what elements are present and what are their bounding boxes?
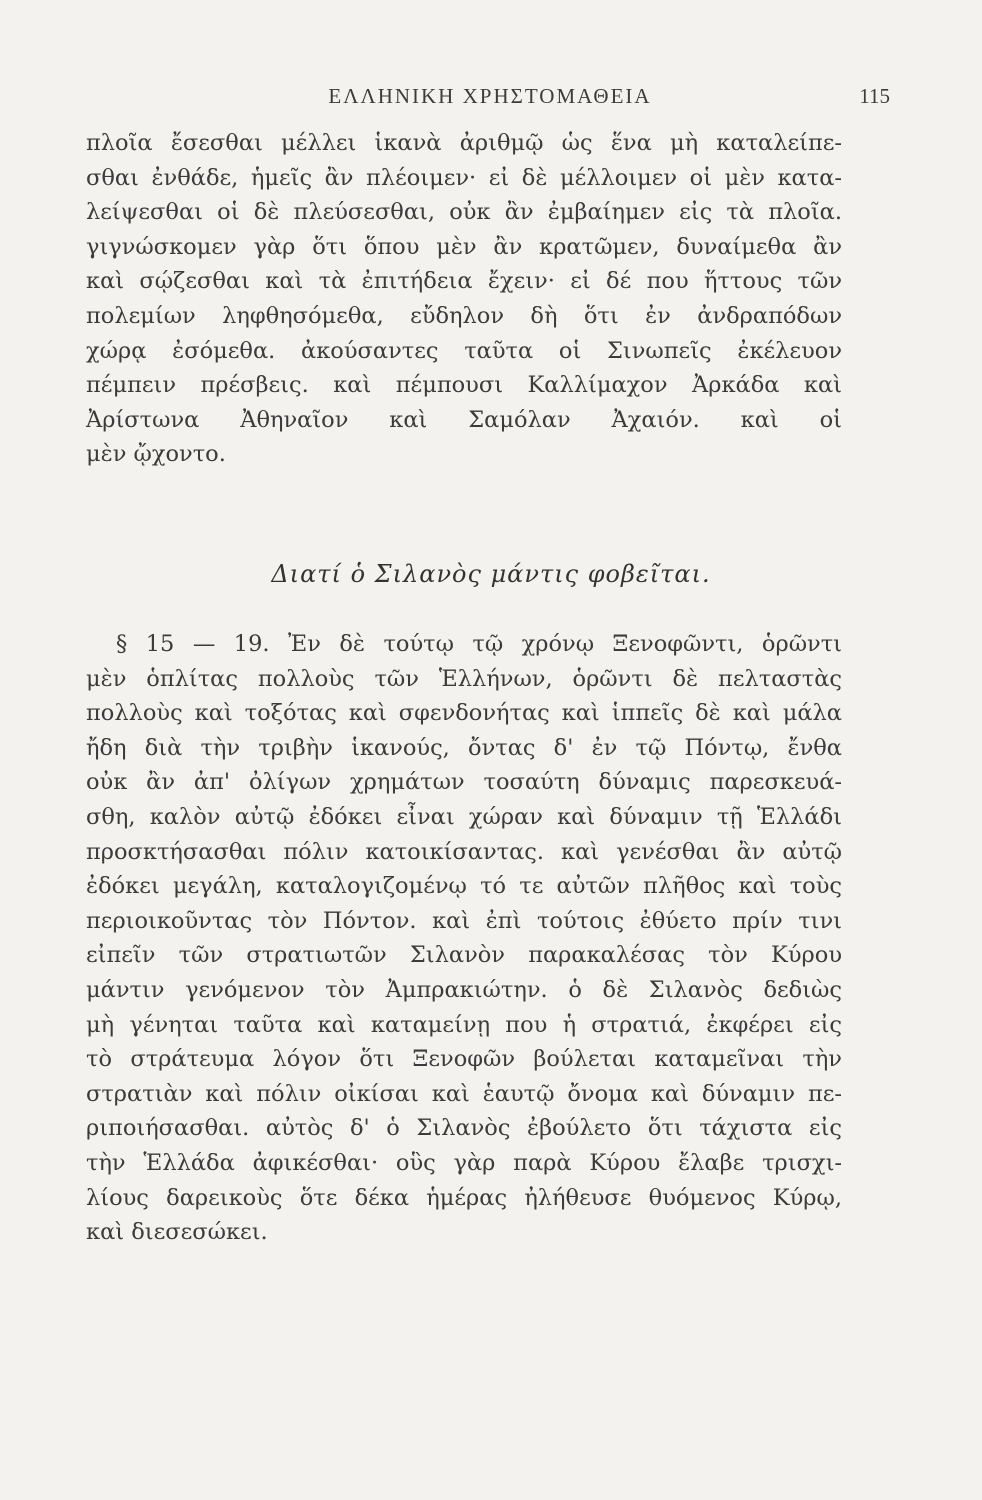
text-line: πολεμίων ληφθησόμεθα, εὔδηλον δὴ ὅτι ἐν ἀνδραπόδων bbox=[86, 302, 842, 329]
text-line: γιγνώσκομεν γὰρ ὅτι ὅπου μὲν ἂν κρατῶμεν, δυναίμεθα ἂν bbox=[86, 233, 842, 260]
text-line: πλοῖα ἔσεσθαι μέλλει ἱκανὰ ἀριθμῷ ὡς ἕνα μὴ καταλείπε- bbox=[86, 130, 842, 156]
text-line: Ἀρίστωνα Ἀθηναῖον καὶ Σαμόλαν Ἀχαιόν. καὶ οἱ bbox=[86, 406, 842, 433]
text-line: σθη, καλὸν αὐτῷ ἐδόκει εἶναι χώραν καὶ δύναμιν τῇ Ἑλλάδι bbox=[86, 803, 842, 830]
text-line: ἐδόκει μεγάλη, καταλογιζομένῳ τό τε αὐτῶν πλῆθος καὶ τοὺς bbox=[86, 873, 842, 900]
text-line: καὶ διεσεσώκει. bbox=[86, 1219, 268, 1246]
text-line: οὐκ ἂν ἀπ' ὀλίγων χρημάτων τοσαύτη δύναμις παρεσκευά- bbox=[86, 769, 842, 796]
text-line: περιοικοῦντας τὸν Πόντον. καὶ ἐπὶ τούτοις ἐθύετο πρίν τινι bbox=[86, 907, 842, 934]
text-line: μὲν ὁπλίτας πολλοὺς τῶν Ἑλλήνων, ὁρῶντι δὲ πελταστὰς bbox=[86, 665, 842, 692]
text-line: πέμπειν πρέσβεις. καὶ πέμπουσι Καλλίμαχον Ἀρκάδα καὶ bbox=[86, 372, 842, 399]
text-line: χώρᾳ ἐσόμεθα. ἀκούσαντες ταῦτα οἱ Σινωπεῖς ἐκέλευον bbox=[86, 337, 842, 364]
text-line: ριποιήσασθαι. αὐτὸς δ' ὁ Σιλανὸς ἐβούλετο ὅτι τάχιστα εἰς bbox=[86, 1115, 842, 1142]
page-number: 115 bbox=[859, 84, 890, 108]
running-head bbox=[90, 84, 890, 114]
text-line: μὴ γένηται ταῦτα καὶ καταμείνῃ που ἡ στρατιά, ἐκφέρει εἰς bbox=[86, 1011, 842, 1038]
text-line: τὴν Ἑλλάδα ἀφικέσθαι· οὓς γὰρ παρὰ Κύρου ἔλαβε τρισχι- bbox=[86, 1149, 842, 1176]
book-title: ΕΛΛΗΝΙΚΗ ΧΡΗΣΤΟΜΑΘΕΙΑ bbox=[328, 84, 652, 108]
text-line: εἰπεῖν τῶν στρατιωτῶν Σιλανὸν παρακαλέσας τὸν Κύρου bbox=[86, 942, 842, 969]
paragraph-continued bbox=[86, 126, 842, 472]
text-line: μάντιν γενόμενον τὸν Ἀμπρακιώτην. ὁ δὲ Σιλανὸς δεδιὼς bbox=[86, 976, 842, 1003]
section-heading: Διατί ὁ Σιλανὸς μάντις φοβεῖται. bbox=[271, 560, 711, 588]
text-line: τὸ στράτευμα λόγον ὅτι Ξενοφῶν βούλεται καταμεῖναι τὴν bbox=[86, 1046, 842, 1073]
text-line: § 15 — 19. Ἐν δὲ τούτῳ τῷ χρόνῳ Ξενοφῶντι, ὁρῶντι bbox=[116, 631, 842, 657]
text-line: προσκτήσασθαι πόλιν κατοικίσαντας. καὶ γενέσθαι ἂν αὐτῷ bbox=[86, 838, 842, 865]
text-line: μὲν ᾤχοντο. bbox=[86, 441, 226, 468]
text-line: καὶ σῴζεσθαι καὶ τὰ ἐπιτήδεια ἔχειν· εἰ δέ που ἥττους τῶν bbox=[86, 268, 842, 295]
text-line: στρατιὰν καὶ πόλιν οἰκίσαι καὶ ἑαυτῷ ὄνομα καὶ δύναμιν πε- bbox=[86, 1080, 842, 1107]
text-line: λείψεσθαι οἱ δὲ πλεύσεσθαι, οὐκ ἂν ἐμβαίημεν εἰς τὰ πλοῖα. bbox=[86, 199, 842, 226]
text-line: ἤδη διὰ τὴν τριβὴν ἱκανούς, ὄντας δ' ἐν τῷ Πόντῳ, ἔνθα bbox=[86, 734, 842, 761]
text-line: λίους δαρεικοὺς ὅτε δέκα ἡμέρας ἠλήθευσε θυόμενος Κύρῳ, bbox=[86, 1184, 842, 1211]
text-line: πολλοὺς καὶ τοξότας καὶ σφενδονήτας καὶ ἱππεῖς δὲ καὶ μάλα bbox=[86, 700, 842, 727]
text-line: σθαι ἐνθάδε, ἡμεῖς ἂν πλέοιμεν· εἰ δὲ μέλλοιμεν οἱ μὲν κατα- bbox=[86, 164, 842, 191]
paragraph-section bbox=[86, 627, 842, 1250]
